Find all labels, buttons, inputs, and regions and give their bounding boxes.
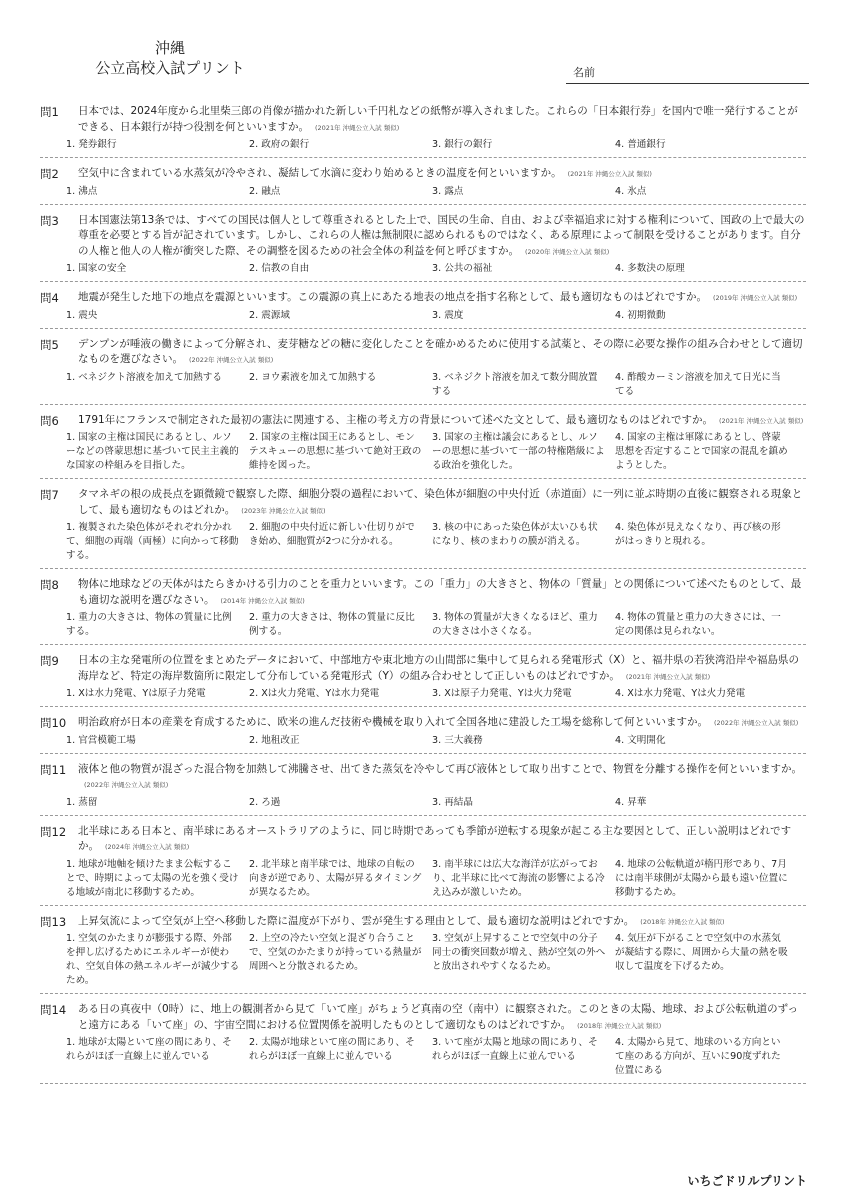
- question-number: 問8: [40, 578, 59, 592]
- question-text: [78, 1002, 806, 1034]
- choice-row: [66, 262, 806, 281]
- answer-choice: 4. 普通銀行: [615, 139, 666, 150]
- answer-choice: 3. 再結晶: [432, 796, 473, 808]
- question-block: [40, 166, 806, 205]
- answer-choice: 2. 太陽が地球といて座の間にあり、それらがほぼ一直線上に並んでいる: [249, 1037, 415, 1062]
- choice-row: [66, 796, 806, 815]
- answer-choice: 2. 上空の冷たい空気と混ざり合うことで、空気のかたまりが持っている熱量が周囲へと分散されるため。: [249, 933, 422, 972]
- answer-choice: 3. 露点: [432, 185, 464, 197]
- question-block: [40, 577, 806, 645]
- question-text: [78, 914, 806, 931]
- question-block: [40, 487, 806, 569]
- question-text: [78, 104, 806, 136]
- answer-choice: 3. 三大義務: [432, 734, 483, 746]
- answer-choice: 3. 国家の主権は議会にあるとし、ルソーの思想に基づいて一部の特権階級による政治を強化した。: [432, 432, 605, 471]
- question-block: [40, 1002, 806, 1084]
- question-block: [40, 653, 806, 707]
- answer-choice: 3. 核の中にあった染色体が太いひも状になり、核のまわりの膜が消える。: [432, 522, 598, 547]
- answer-choice: 1. 国家の主権は国民にあるとし、ルソーなどの啓蒙思想に基づいて民主主義的な国家の枠組みを目指した。: [66, 432, 239, 471]
- choice-row: [66, 521, 806, 568]
- question-source: (2024年 沖縄公立入試 類似): [105, 843, 190, 851]
- question-source: (2023年 沖縄公立入試 類似): [241, 506, 326, 515]
- question-block: [40, 213, 806, 283]
- choice-row: [66, 309, 806, 328]
- question-body: 北半球にある日本と、南半球にあるオーストラリアのように、同じ時期であっても季節が逆転する現象が起こる主な要因として、正しい説明はどれですか。: [78, 824, 792, 852]
- question-text: [78, 290, 806, 307]
- question-text: [78, 213, 806, 261]
- question-text: [78, 487, 806, 519]
- question-source: (2019年 沖縄公立入試 類似): [712, 294, 798, 302]
- choice-row: [66, 611, 806, 644]
- answer-choice: 1. 発券銀行: [66, 139, 117, 150]
- question-number: 問4: [40, 291, 59, 305]
- question-number: 問9: [40, 654, 59, 668]
- question-number: 問2: [40, 167, 59, 181]
- answer-choice: 4. 初期微動: [615, 309, 666, 321]
- question-body: 上昇気流によって空気が上空へ移動した際に温度が下がり、雲が発生する理由として、最も適切な説明はどれですか。: [78, 914, 635, 927]
- answer-choice: 4. Xは水力発電、Yは火力発電: [615, 688, 746, 699]
- answer-choice: 2. 融点: [249, 185, 281, 197]
- question-block: [40, 715, 806, 754]
- question-source: (2021年 沖縄公立入試 類似): [718, 416, 804, 425]
- question-number: 問3: [40, 213, 59, 228]
- question-block: [40, 290, 806, 329]
- answer-choice: 2. 地租改正: [249, 734, 300, 746]
- name-label: 名前: [573, 66, 595, 79]
- question-text: [78, 166, 806, 183]
- question-body: ある日の真夜中（0時）に、地上の観測者から見て「いて座」がちょうど真南の空（南中）に観察された。このときの太陽、地球、および公転軌道のずっと遠方にある「いて座」の、宇宙空間における位置関係を説明したものとして適切なものはどれですか。: [78, 1003, 799, 1031]
- answer-choice: 1. Xは水力発電、Yは原子力発電: [66, 688, 206, 699]
- question-source: (2021年 沖縄公立入試 類似): [625, 672, 711, 681]
- question-number: 問7: [40, 488, 59, 502]
- question-body: 日本では、2024年度から北里柴三郎の肖像が描かれた新しい千円札などの紙幣が導入されました。これらの「日本銀行券」を国内で唯一発行することができる、日本銀行が持つ役割を何といいますか。: [78, 105, 798, 133]
- question-body: デンプンが唾液の働きによって分解され、麦芽糖などの糖に変化したことを確かめるために使用する試薬と、その際に必要な操作の組み合わせとして適切なものを選びなさい。: [78, 337, 803, 365]
- answer-choice: 1. 震央: [66, 309, 98, 321]
- answer-choice: 3. 南半球には広大な海洋が広がっており、北半球に比べて海流の影響による冷え込みが激しいため。: [432, 858, 605, 898]
- answer-choice: 4. 氷点: [615, 185, 647, 197]
- choice-row: [66, 138, 806, 157]
- answer-choice: 2. 国家の主権は国王にあるとし、モンテスキューの思想に基づいて絶対王政の維持を図った。: [249, 432, 422, 471]
- question-block: [40, 413, 806, 480]
- answer-choice: 2. 信教の自由: [249, 263, 310, 274]
- question-text: [78, 577, 806, 609]
- question-source: (2021年 沖縄公立入試 類似): [567, 170, 652, 178]
- question-number: 問12: [40, 824, 67, 839]
- answer-choice: 1. 蒸留: [66, 796, 98, 808]
- answer-choice: 2. 政府の銀行: [249, 139, 310, 150]
- question-number: 問10: [40, 716, 67, 730]
- question-body: 日本の主な発電所の位置をまとめたデータにおいて、中部地方や東北地方の山間部に集中して見られる発電形式（X）と、福井県の若狭湾沿岸や福島県の海岸など、特定の海岸数箇所に限定して分布している発電形式（Y）の組み合わせとして正しいものはどれですか。: [78, 654, 799, 682]
- choice-row: [66, 1036, 806, 1083]
- question-number: 問11: [40, 762, 67, 777]
- answer-choice: 3. 震度: [432, 309, 464, 321]
- choice-row: [66, 858, 806, 905]
- answer-choice: 4. 国家の主権は軍隊にあるとし、啓蒙思想を否定することで国家の混乱を鎮めようとした。: [615, 432, 788, 471]
- answer-choice: 1. 国家の安全: [66, 263, 127, 274]
- answer-choice: 1. 地球が太陽といて座の間にあり、それらがほぼ一直線上に並んでいる: [66, 1037, 232, 1062]
- answer-choice: 2. ろ過: [249, 796, 281, 808]
- answer-choice: 2. ヨウ素液を加えて加熱する: [249, 371, 377, 383]
- question-text: [78, 762, 806, 794]
- answer-choice: 1. 官営模範工場: [66, 734, 136, 746]
- choice-row: [66, 185, 806, 204]
- answer-choice: 3. 銀行の銀行: [432, 139, 493, 150]
- answer-choice: 4. 文明開化: [615, 734, 666, 746]
- question-number: 問1: [40, 105, 59, 119]
- question-block: [40, 914, 806, 995]
- question-source: (2021年 沖縄公立入試 類似): [315, 123, 400, 132]
- answer-choice: 1. ベネジクト溶液を加えて加熱する: [66, 371, 222, 383]
- question-source: (2018年 沖縄公立入試 類似): [577, 1021, 662, 1030]
- question-body: 明治政府が日本の産業を育成するために、欧米の進んだ技術や機械を取り入れて全国各地に建設した工場を総称して何といいますか。: [78, 716, 708, 728]
- answer-choice: 2. 重力の大きさは、物体の質量に反比例する。: [249, 612, 415, 637]
- answer-choice: 4. 地球の公転軌道が楕円形であり、7月には南半球側が太陽から最も遠い位置に移動するため。: [615, 858, 788, 898]
- question-body: 日本国憲法第13条では、すべての国民は個人として尊重されるとした上で、国民の生命、自由、および幸福追求に対する権利について、国政の上で最大の尊重を必要とする旨が記されています。しかし、これらの人権は無制限に認められるものではなく、ある原理によって制限を受けることがあります。自分の人権と他人の人権が衝突した際、その調整を図るための社会全体の利益を何と呼びますか。: [78, 213, 805, 257]
- question-source: (2020年 沖縄公立入試 類似): [525, 247, 610, 256]
- answer-choice: 4. 染色体が見えなくなり、再び核の形がはっきりと現れる。: [615, 522, 781, 547]
- answer-choice: 4. 多数決の原理: [615, 263, 685, 274]
- answer-choice: 1. 沸点: [66, 185, 98, 197]
- question-body: 液体と他の物質が混ざった混合物を加熱して沸騰させ、出てきた蒸気を冷やして再び液体として取り出すことで、物質を分離する操作を何といいますか。: [78, 762, 802, 775]
- question-source: (2014年 沖縄公立入試 類似): [220, 596, 305, 605]
- question-body: 空気中に含まれている水蒸気が冷やされ、凝結して水滴に変わり始めるときの温度を何といいますか。: [78, 167, 562, 179]
- answer-choice: 2. 震源域: [249, 309, 290, 321]
- question-text: [78, 715, 806, 732]
- question-source: (2018年 沖縄公立入試 類似): [640, 917, 725, 926]
- question-text: [78, 413, 806, 430]
- answer-choice: 3. ベネジクト溶液を加えて数分間放置する: [432, 371, 598, 397]
- question-source: (2022年 沖縄公立入試 類似): [189, 356, 274, 364]
- choice-row: [66, 371, 806, 404]
- question-body: 1791年にフランスで制定された最初の憲法に関連する、主権の考え方の背景について述べた文として、最も適切なものはどれですか。: [78, 413, 713, 426]
- question-body: 地震が発生した地下の地点を震源といいます。この震源の真上にあたる地表の地点を指す名称として、最も適切なものはどれですか。: [78, 291, 707, 303]
- question-number: 問5: [40, 337, 59, 352]
- title-line-2: 公立高校入試プリント: [95, 59, 245, 77]
- answer-choice: 1. 地球が地軸を傾けたまま公転することで、時期によって太陽の光を強く受ける地域が南北に移動するため。: [66, 858, 239, 898]
- answer-choice: 2. 細胞の中央付近に新しい仕切りができ始め、細胞質が2つに分かれる。: [249, 522, 415, 547]
- question-source: (2022年 沖縄公立入試 類似): [714, 719, 799, 727]
- answer-choice: 3. Xは原子力発電、Yは火力発電: [432, 688, 572, 699]
- answer-choice: 1. 重力の大きさは、物体の質量に比例する。: [66, 612, 232, 637]
- answer-choice: 4. 太陽から見て、地球のいる方向といて座のある方向が、互いに90度ずれた位置にある: [615, 1037, 781, 1076]
- answer-choice: 3. 公共の福祉: [432, 263, 493, 274]
- choice-row: [66, 687, 806, 706]
- answer-choice: 3. 空気が上昇することで空気中の分子同士の衝突回数が増え、熱が空気の外へと放出されやすくなるため。: [432, 933, 606, 972]
- answer-choice: 4. 昇華: [615, 796, 647, 808]
- answer-choice: 1. 複製された染色体がそれぞれ分かれて、細胞の両端（両極）に向かって移動する。: [66, 522, 239, 561]
- answer-choice: 3. 物体の質量が大きくなるほど、重力の大きさは小さくなる。: [432, 612, 598, 637]
- question-list: [40, 104, 806, 1092]
- choice-row: [66, 932, 806, 993]
- answer-choice: 2. 北半球と南半球では、地球の自転の向きが逆であり、太陽が昇るタイミングが異なるため。: [249, 858, 422, 898]
- footer-brand: いちごドリルプリント: [687, 1174, 807, 1188]
- answer-choice: 4. 物体の質量と重力の大きさには、一定の関係は見られない。: [615, 612, 781, 637]
- question-text: [78, 653, 806, 685]
- question-number: 問6: [40, 413, 59, 428]
- question-body: 物体に地球などの天体がはたらきかける引力のことを重力といいます。この「重力」の大きさと、物体の「質量」との関係について述べたものとして、最も適切な説明を選びなさい。: [78, 578, 802, 606]
- question-text: [78, 824, 806, 856]
- answer-choice: 2. Xは火力発電、Yは水力発電: [249, 688, 380, 699]
- question-block: [40, 104, 806, 158]
- question-block: [40, 824, 806, 906]
- title-line-1: 沖縄: [154, 39, 185, 57]
- choice-row: [66, 431, 806, 478]
- name-underline: [566, 83, 809, 84]
- question-text: [78, 337, 806, 369]
- answer-choice: 3. いて座が太陽と地球の間にあり、それらがほぼ一直線上に並んでいる: [432, 1037, 598, 1062]
- question-body: タマネギの根の成長点を顕微鏡で観察した際、細胞分裂の過程において、染色体が細胞の中央付近（赤道面）に一列に並ぶ時期の直後に観察される現象として、最も適切なものはどれか。: [78, 488, 803, 516]
- question-number: 問14: [40, 1003, 67, 1017]
- answer-choice: 4. 酢酸カーミン溶液を加えて日光に当てる: [615, 371, 781, 397]
- question-block: [40, 762, 806, 816]
- choice-row: [66, 734, 806, 753]
- answer-choice: 4. 気圧が下がることで空気中の水蒸気が凝結する際に、周囲から大量の熱を吸収して温度を下げるため。: [615, 933, 788, 972]
- question-source: (2022年 沖縄公立入試 類似): [84, 781, 169, 789]
- question-block: [40, 337, 806, 405]
- answer-choice: 1. 空気のかたまりが膨張する際、外部を押し広げるためにエネルギーが使われ、空気自体の熱エネルギーが減少するため。: [66, 933, 240, 986]
- page-title: [60, 38, 280, 78]
- question-number: 問13: [40, 914, 67, 929]
